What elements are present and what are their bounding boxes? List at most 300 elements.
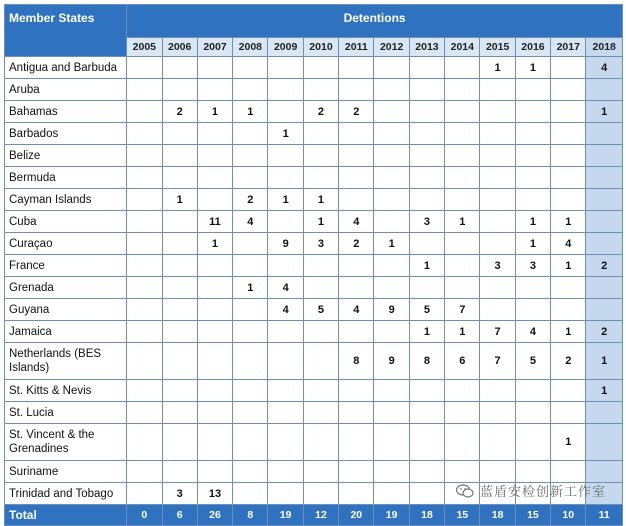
detention-count-cell <box>268 483 303 505</box>
detention-count-cell <box>162 380 197 402</box>
detention-count-cell <box>445 101 480 123</box>
detention-count-cell <box>374 424 409 461</box>
detention-count-cell <box>480 123 515 145</box>
detention-count-cell <box>268 57 303 79</box>
detention-count-cell: 1 <box>586 101 623 123</box>
detention-count-cell <box>303 255 338 277</box>
table-row <box>5 343 623 380</box>
detention-count-cell <box>551 123 586 145</box>
detention-count-cell: 1 <box>409 321 444 343</box>
detention-count-cell <box>515 299 550 321</box>
detention-count-cell <box>515 461 550 483</box>
detention-count-cell: 13 <box>197 483 232 505</box>
detention-count-cell: 1 <box>409 255 444 277</box>
detention-count-cell <box>127 277 162 299</box>
detention-count-cell <box>374 402 409 424</box>
detention-count-cell <box>586 424 623 461</box>
table-row <box>5 101 623 123</box>
total-count-cell: 6 <box>162 505 197 526</box>
year-header-2010: 2010 <box>303 38 338 57</box>
detention-count-cell <box>303 167 338 189</box>
detention-count-cell <box>197 424 232 461</box>
detention-count-cell <box>268 79 303 101</box>
detention-count-cell <box>480 189 515 211</box>
table-row <box>5 380 623 402</box>
detention-count-cell: 2 <box>339 233 374 255</box>
year-header-2018: 2018 <box>586 38 623 57</box>
year-header-2007: 2007 <box>197 38 232 57</box>
detention-count-cell <box>268 255 303 277</box>
detention-count-cell <box>339 79 374 101</box>
detentions-table <box>4 4 623 526</box>
detention-count-cell <box>445 233 480 255</box>
detention-count-cell <box>480 233 515 255</box>
total-count-cell: 20 <box>339 505 374 526</box>
detention-count-cell <box>551 380 586 402</box>
detention-count-cell <box>268 321 303 343</box>
detention-count-cell: 4 <box>233 211 268 233</box>
total-count-cell: 12 <box>303 505 338 526</box>
detention-count-cell <box>586 189 623 211</box>
detention-count-cell <box>339 424 374 461</box>
detention-count-cell <box>445 145 480 167</box>
year-header-2014: 2014 <box>445 38 480 57</box>
detention-count-cell <box>586 79 623 101</box>
total-count-cell: 8 <box>233 505 268 526</box>
table-row <box>5 167 623 189</box>
detention-count-cell: 1 <box>268 123 303 145</box>
total-row <box>5 505 623 526</box>
detention-count-cell: 7 <box>480 321 515 343</box>
detention-count-cell <box>445 402 480 424</box>
member-state-name: Antigua and Barbuda <box>5 57 127 79</box>
detention-count-cell <box>127 255 162 277</box>
detention-count-cell: 1 <box>303 189 338 211</box>
year-header-2008: 2008 <box>233 38 268 57</box>
detention-count-cell <box>586 145 623 167</box>
detention-count-cell <box>586 277 623 299</box>
detention-count-cell: 3 <box>162 483 197 505</box>
detention-count-cell <box>233 299 268 321</box>
detention-count-cell: 9 <box>374 299 409 321</box>
member-state-name: Bahamas <box>5 101 127 123</box>
detention-count-cell <box>233 483 268 505</box>
detention-count-cell <box>127 167 162 189</box>
detention-count-cell <box>586 211 623 233</box>
detention-count-cell: 4 <box>551 233 586 255</box>
detention-count-cell <box>551 402 586 424</box>
detention-count-cell <box>551 167 586 189</box>
detention-count-cell <box>303 461 338 483</box>
detention-count-cell <box>127 483 162 505</box>
wechat-icon <box>456 484 474 498</box>
member-state-name: Guyana <box>5 299 127 321</box>
detention-count-cell <box>480 380 515 402</box>
detention-count-cell <box>515 79 550 101</box>
detention-count-cell: 2 <box>233 189 268 211</box>
total-count-cell: 19 <box>268 505 303 526</box>
detention-count-cell: 4 <box>268 299 303 321</box>
detention-count-cell <box>303 123 338 145</box>
detention-count-cell <box>374 483 409 505</box>
detention-count-cell <box>162 233 197 255</box>
detention-count-cell <box>409 233 444 255</box>
detention-count-cell: 1 <box>268 189 303 211</box>
detention-count-cell <box>127 299 162 321</box>
detention-count-cell <box>127 211 162 233</box>
detention-count-cell: 1 <box>515 211 550 233</box>
detention-count-cell <box>233 233 268 255</box>
detention-count-cell: 1 <box>480 57 515 79</box>
detention-count-cell: 4 <box>586 57 623 79</box>
total-count-cell: 19 <box>374 505 409 526</box>
detention-count-cell <box>515 101 550 123</box>
table-row <box>5 123 623 145</box>
detention-count-cell: 1 <box>551 321 586 343</box>
detention-count-cell <box>268 167 303 189</box>
year-header-2009: 2009 <box>268 38 303 57</box>
detention-count-cell: 1 <box>197 233 232 255</box>
detention-count-cell <box>162 277 197 299</box>
detention-count-cell <box>409 483 444 505</box>
detention-count-cell <box>233 402 268 424</box>
detention-count-cell <box>409 461 444 483</box>
detention-count-cell <box>233 123 268 145</box>
detention-count-cell <box>268 461 303 483</box>
detention-count-cell <box>445 189 480 211</box>
detention-count-cell <box>162 321 197 343</box>
detention-count-cell <box>374 189 409 211</box>
detention-count-cell <box>551 277 586 299</box>
detention-count-cell <box>197 79 232 101</box>
detention-count-cell <box>197 57 232 79</box>
detention-count-cell <box>480 167 515 189</box>
detention-count-cell <box>303 321 338 343</box>
detention-count-cell <box>374 79 409 101</box>
table-row <box>5 402 623 424</box>
detention-count-cell <box>339 483 374 505</box>
detention-count-cell <box>480 299 515 321</box>
detention-count-cell: 4 <box>339 211 374 233</box>
detention-count-cell <box>374 167 409 189</box>
detention-count-cell <box>551 461 586 483</box>
detention-count-cell: 4 <box>268 277 303 299</box>
detention-count-cell: 1 <box>445 321 480 343</box>
detention-count-cell <box>233 79 268 101</box>
detention-count-cell <box>480 79 515 101</box>
year-header-2011: 2011 <box>339 38 374 57</box>
year-header-2006: 2006 <box>162 38 197 57</box>
detention-count-cell: 1 <box>162 189 197 211</box>
detention-count-cell <box>303 145 338 167</box>
detention-count-cell: 1 <box>197 101 232 123</box>
detention-count-cell: 1 <box>515 233 550 255</box>
detention-count-cell <box>233 380 268 402</box>
table-row <box>5 321 623 343</box>
detention-count-cell: 8 <box>409 343 444 380</box>
detention-count-cell <box>409 424 444 461</box>
detention-count-cell <box>445 57 480 79</box>
detention-count-cell <box>162 424 197 461</box>
detention-count-cell: 1 <box>374 233 409 255</box>
detention-count-cell <box>551 101 586 123</box>
total-count-cell: 26 <box>197 505 232 526</box>
detention-count-cell <box>127 189 162 211</box>
table-row <box>5 189 623 211</box>
year-header-2016: 2016 <box>515 38 550 57</box>
detention-count-cell <box>445 167 480 189</box>
detention-count-cell <box>268 343 303 380</box>
detention-count-cell <box>197 277 232 299</box>
detention-count-cell: 1 <box>551 424 586 461</box>
table-row <box>5 461 623 483</box>
detention-count-cell <box>374 277 409 299</box>
table-row <box>5 79 623 101</box>
member-state-name: Cayman Islands <box>5 189 127 211</box>
table-row <box>5 233 623 255</box>
detention-count-cell <box>197 123 232 145</box>
detention-count-cell <box>445 277 480 299</box>
detention-count-cell <box>551 189 586 211</box>
detention-count-cell <box>515 380 550 402</box>
detention-count-cell <box>197 189 232 211</box>
detention-count-cell: 1 <box>586 380 623 402</box>
detention-count-cell <box>445 424 480 461</box>
detention-count-cell <box>409 79 444 101</box>
detention-count-cell <box>586 402 623 424</box>
member-state-name: St. Lucia <box>5 402 127 424</box>
detention-count-cell <box>409 277 444 299</box>
detention-count-cell <box>197 255 232 277</box>
detention-count-cell: 9 <box>268 233 303 255</box>
detention-count-cell: 2 <box>586 255 623 277</box>
detention-count-cell: 7 <box>445 299 480 321</box>
detention-count-cell <box>268 424 303 461</box>
detention-count-cell <box>551 145 586 167</box>
detention-count-cell <box>197 321 232 343</box>
detention-count-cell <box>445 79 480 101</box>
detention-count-cell <box>127 380 162 402</box>
detention-count-cell <box>374 145 409 167</box>
detention-count-cell <box>127 101 162 123</box>
detention-count-cell <box>233 57 268 79</box>
detention-count-cell: 3 <box>515 255 550 277</box>
detention-count-cell <box>162 461 197 483</box>
detention-count-cell <box>551 57 586 79</box>
detention-count-cell <box>374 380 409 402</box>
detention-count-cell: 2 <box>303 101 338 123</box>
detention-count-cell <box>374 321 409 343</box>
table-row <box>5 424 623 461</box>
detention-count-cell <box>515 402 550 424</box>
detention-count-cell <box>339 277 374 299</box>
detention-count-cell <box>515 123 550 145</box>
detention-count-cell <box>303 277 338 299</box>
detention-count-cell <box>233 424 268 461</box>
detention-count-cell <box>162 402 197 424</box>
detention-count-cell <box>374 461 409 483</box>
detention-count-cell: 1 <box>233 277 268 299</box>
detention-count-cell <box>586 299 623 321</box>
detention-count-cell <box>374 57 409 79</box>
detention-count-cell: 7 <box>480 343 515 380</box>
year-header-2012: 2012 <box>374 38 409 57</box>
table-body <box>5 57 623 505</box>
detention-count-cell <box>480 101 515 123</box>
detention-count-cell <box>339 167 374 189</box>
detention-count-cell: 6 <box>445 343 480 380</box>
detention-count-cell <box>339 255 374 277</box>
year-header-2013: 2013 <box>409 38 444 57</box>
table-row <box>5 57 623 79</box>
member-state-name: Bermuda <box>5 167 127 189</box>
detention-count-cell <box>480 461 515 483</box>
detention-count-cell <box>162 145 197 167</box>
detention-count-cell <box>374 211 409 233</box>
detention-count-cell <box>127 123 162 145</box>
detention-count-cell <box>374 255 409 277</box>
detention-count-cell <box>127 424 162 461</box>
detention-count-cell <box>197 343 232 380</box>
detention-count-cell: 2 <box>339 101 374 123</box>
detention-count-cell: 1 <box>515 57 550 79</box>
detention-count-cell <box>339 402 374 424</box>
detention-count-cell <box>268 211 303 233</box>
member-state-name: Aruba <box>5 79 127 101</box>
watermark-text: 蓝盾安检创新工作室 <box>479 484 606 499</box>
detention-count-cell <box>303 79 338 101</box>
detention-count-cell <box>268 380 303 402</box>
member-state-name: Barbados <box>5 123 127 145</box>
detention-count-cell <box>162 255 197 277</box>
detention-count-cell <box>303 380 338 402</box>
detention-count-cell <box>515 145 550 167</box>
total-count-cell: 11 <box>586 505 623 526</box>
detention-count-cell <box>339 189 374 211</box>
detention-count-cell <box>445 123 480 145</box>
detention-count-cell <box>409 402 444 424</box>
detention-count-cell: 8 <box>339 343 374 380</box>
detention-count-cell <box>197 461 232 483</box>
detention-count-cell <box>374 101 409 123</box>
detention-count-cell <box>339 321 374 343</box>
detention-count-cell <box>233 343 268 380</box>
detention-count-cell <box>127 343 162 380</box>
detention-count-cell <box>480 402 515 424</box>
detention-count-cell <box>409 167 444 189</box>
total-count-cell: 0 <box>127 505 162 526</box>
year-header-2015: 2015 <box>480 38 515 57</box>
detention-count-cell <box>515 167 550 189</box>
member-state-name: Grenada <box>5 277 127 299</box>
detention-count-cell: 1 <box>551 211 586 233</box>
member-states-header: Member States <box>5 5 127 57</box>
member-state-name: Netherlands (BES Islands) <box>5 343 127 380</box>
total-count-cell: 15 <box>515 505 550 526</box>
detention-count-cell <box>197 145 232 167</box>
detention-count-cell <box>339 461 374 483</box>
detention-count-cell: 5 <box>515 343 550 380</box>
table-row <box>5 255 623 277</box>
detention-count-cell <box>162 167 197 189</box>
detention-count-cell <box>127 321 162 343</box>
detention-count-cell <box>339 380 374 402</box>
member-state-name: France <box>5 255 127 277</box>
detention-count-cell <box>409 189 444 211</box>
detention-count-cell <box>480 277 515 299</box>
detention-count-cell <box>586 167 623 189</box>
member-state-name: Trinidad and Tobago <box>5 483 127 505</box>
detention-count-cell: 3 <box>480 255 515 277</box>
detention-count-cell <box>303 424 338 461</box>
total-count-cell: 18 <box>480 505 515 526</box>
detention-count-cell <box>233 255 268 277</box>
detention-count-cell <box>127 461 162 483</box>
detention-count-cell <box>162 211 197 233</box>
detention-count-cell: 1 <box>586 343 623 380</box>
detention-count-cell <box>445 461 480 483</box>
detention-count-cell <box>233 461 268 483</box>
detention-count-cell <box>127 79 162 101</box>
detention-count-cell <box>303 57 338 79</box>
detention-count-cell <box>445 380 480 402</box>
detention-count-cell <box>303 343 338 380</box>
detention-count-cell <box>551 79 586 101</box>
table-row <box>5 211 623 233</box>
detention-count-cell: 9 <box>374 343 409 380</box>
detention-count-cell <box>233 167 268 189</box>
detention-count-cell: 4 <box>515 321 550 343</box>
detention-count-cell <box>409 57 444 79</box>
detention-count-cell <box>162 57 197 79</box>
detention-count-cell: 3 <box>303 233 338 255</box>
detention-count-cell <box>268 402 303 424</box>
member-state-name: Jamaica <box>5 321 127 343</box>
detention-count-cell <box>551 299 586 321</box>
detention-count-cell: 11 <box>197 211 232 233</box>
detention-count-cell <box>162 123 197 145</box>
detention-count-cell <box>586 233 623 255</box>
detention-count-cell <box>162 79 197 101</box>
detention-count-cell <box>515 424 550 461</box>
detention-count-cell <box>586 123 623 145</box>
detention-count-cell <box>197 299 232 321</box>
member-state-name: St. Vincent & the Grenadines <box>5 424 127 461</box>
detention-count-cell <box>515 189 550 211</box>
detention-count-cell <box>339 57 374 79</box>
detentions-header: Detentions <box>127 5 623 38</box>
detention-count-cell: 4 <box>339 299 374 321</box>
detention-count-cell: 1 <box>233 101 268 123</box>
total-count-cell: 18 <box>409 505 444 526</box>
detention-count-cell <box>409 145 444 167</box>
detention-count-cell <box>197 380 232 402</box>
detention-count-cell <box>339 145 374 167</box>
detention-count-cell: 5 <box>409 299 444 321</box>
detention-count-cell: 1 <box>445 211 480 233</box>
member-state-name: St. Kitts & Nevis <box>5 380 127 402</box>
total-count-cell: 15 <box>445 505 480 526</box>
detention-count-cell <box>162 343 197 380</box>
total-count-cell: 10 <box>551 505 586 526</box>
detention-count-cell <box>480 145 515 167</box>
detention-count-cell <box>162 299 197 321</box>
year-header-2017: 2017 <box>551 38 586 57</box>
detention-count-cell <box>374 123 409 145</box>
detention-count-cell <box>268 145 303 167</box>
detention-count-cell: 3 <box>409 211 444 233</box>
detention-count-cell <box>515 277 550 299</box>
